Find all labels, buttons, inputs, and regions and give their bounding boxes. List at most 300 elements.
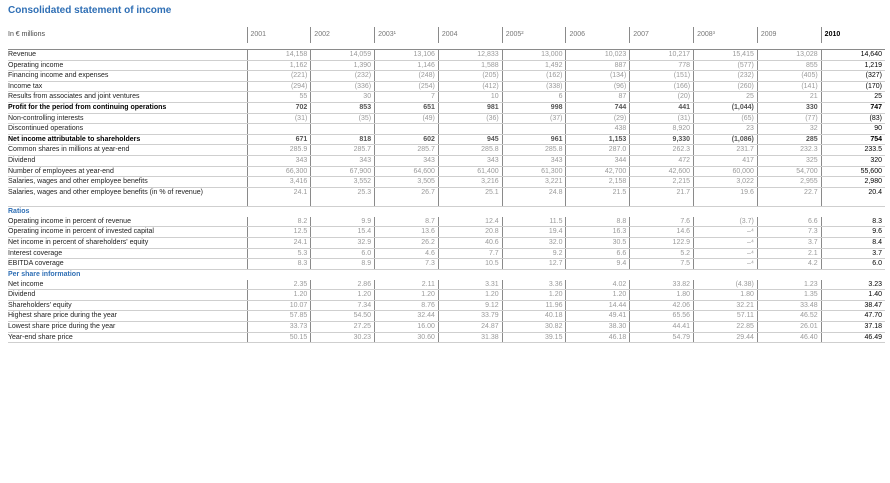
- cell-value: 7.7: [438, 248, 502, 259]
- cell-value: (336): [311, 81, 375, 92]
- cell-value: 24.1: [247, 187, 311, 206]
- cell-value: 21.7: [630, 187, 694, 206]
- cell-value: 3,221: [502, 177, 566, 188]
- cell-value: 855: [757, 60, 821, 71]
- cell-value: –⁴: [694, 227, 758, 238]
- year-header: 2002: [311, 27, 375, 43]
- cell-value: 3.23: [821, 280, 885, 290]
- cell-value: 8.3: [247, 259, 311, 270]
- cell-value: 2.1: [757, 248, 821, 259]
- table-row: [8, 177, 885, 188]
- cell-value: 30: [311, 92, 375, 103]
- cell-value: 25: [694, 92, 758, 103]
- cell-value: 13,106: [375, 50, 439, 61]
- cell-value: (166): [630, 81, 694, 92]
- table-row: [8, 290, 885, 301]
- cell-value: 49.41: [566, 311, 630, 322]
- cell-value: (29): [566, 113, 630, 124]
- cell-value: 1.20: [247, 290, 311, 301]
- cell-value: 46.18: [566, 332, 630, 343]
- cell-value: 10.07: [247, 300, 311, 311]
- cell-value: 61,300: [502, 166, 566, 177]
- table-row: [8, 259, 885, 270]
- cell-value: 12.5: [247, 227, 311, 238]
- table-row: [8, 113, 885, 124]
- cell-value: 285: [757, 134, 821, 145]
- cell-value: 14,640: [821, 50, 885, 61]
- cell-value: 8.4: [821, 237, 885, 248]
- cell-value: (4.38): [694, 280, 758, 290]
- cell-value: 24.8: [502, 187, 566, 206]
- cell-value: 24.87: [438, 322, 502, 333]
- cell-value: 285.8: [502, 145, 566, 156]
- cell-value: 1.80: [630, 290, 694, 301]
- cell-value: 651: [375, 102, 439, 113]
- cell-value: 27.25: [311, 322, 375, 333]
- cell-value: 14,158: [247, 50, 311, 61]
- cell-value: 57.85: [247, 311, 311, 322]
- table-row: [8, 92, 885, 103]
- cell-value: 4.6: [375, 248, 439, 259]
- cell-value: 15,415: [694, 50, 758, 61]
- table-row: [8, 332, 885, 343]
- table-row: [8, 81, 885, 92]
- cell-value: 853: [311, 102, 375, 113]
- cell-value: 39.15: [502, 332, 566, 343]
- cell-value: 11.5: [502, 217, 566, 227]
- cell-value: 22.7: [757, 187, 821, 206]
- cell-value: 14,059: [311, 50, 375, 61]
- cell-value: 1,219: [821, 60, 885, 71]
- cell-value: 744: [566, 102, 630, 113]
- table-row: [8, 134, 885, 145]
- cell-value: 42,600: [630, 166, 694, 177]
- cell-value: 14.44: [566, 300, 630, 311]
- cell-value: 32.21: [694, 300, 758, 311]
- cell-value: 26.7: [375, 187, 439, 206]
- cell-value: 12.4: [438, 217, 502, 227]
- row-label: Profit for the period from continuing operations: [8, 102, 247, 113]
- cell-value: 87: [566, 92, 630, 103]
- cell-value: (254): [375, 81, 439, 92]
- cell-value: 320: [821, 155, 885, 166]
- cell-value: 343: [438, 155, 502, 166]
- cell-value: 50.15: [247, 332, 311, 343]
- cell-value: 32: [757, 124, 821, 135]
- cell-value: 4.2: [757, 259, 821, 270]
- cell-value: 10,023: [566, 50, 630, 61]
- cell-value: 1,146: [375, 60, 439, 71]
- cell-value: (31): [247, 113, 311, 124]
- cell-value: (232): [311, 71, 375, 82]
- cell-value: (405): [757, 71, 821, 82]
- cell-value: 46.49: [821, 332, 885, 343]
- cell-value: 12.7: [502, 259, 566, 270]
- year-header: 2010: [821, 27, 885, 43]
- cell-value: (205): [438, 71, 502, 82]
- row-label: Dividend: [8, 290, 247, 301]
- cell-value: 11.96: [502, 300, 566, 311]
- row-label: Discontinued operations: [8, 124, 247, 135]
- cell-value: 25.1: [438, 187, 502, 206]
- year-header: 2005²: [502, 27, 566, 43]
- cell-value: 46.52: [757, 311, 821, 322]
- cell-value: 47.70: [821, 311, 885, 322]
- cell-value: 2.86: [311, 280, 375, 290]
- table-row: [8, 102, 885, 113]
- cell-value: 1.20: [566, 290, 630, 301]
- table-row: [8, 237, 885, 248]
- cell-value: 8,920: [630, 124, 694, 135]
- cell-value: 26.2: [375, 237, 439, 248]
- cell-value: (49): [375, 113, 439, 124]
- cell-value: 1,153: [566, 134, 630, 145]
- cell-value: 64,600: [375, 166, 439, 177]
- cell-value: 7.3: [375, 259, 439, 270]
- cell-value: 343: [375, 155, 439, 166]
- cell-value: 65.56: [630, 311, 694, 322]
- table-row: [8, 227, 885, 238]
- income-table: [8, 27, 885, 343]
- cell-value: (3.7): [694, 217, 758, 227]
- section-per-share: [8, 269, 885, 280]
- cell-value: 3.31: [438, 280, 502, 290]
- cell-value: [438, 124, 502, 135]
- table-row: [8, 187, 885, 206]
- cell-value: 233.5: [821, 145, 885, 156]
- row-label: Net income: [8, 280, 247, 290]
- cell-value: 3,022: [694, 177, 758, 188]
- cell-value: 8.76: [375, 300, 439, 311]
- cell-value: [247, 124, 311, 135]
- cell-value: [375, 124, 439, 135]
- cell-value: 285.8: [438, 145, 502, 156]
- table-row: [8, 155, 885, 166]
- cell-value: 57.11: [694, 311, 758, 322]
- row-label: Financing income and expenses: [8, 71, 247, 82]
- cell-value: 671: [247, 134, 311, 145]
- table-body: [8, 43, 885, 343]
- table-row: [8, 217, 885, 227]
- cell-value: 67,900: [311, 166, 375, 177]
- row-label: Revenue: [8, 50, 247, 61]
- cell-value: 32.0: [502, 237, 566, 248]
- cell-value: 9.12: [438, 300, 502, 311]
- cell-value: 15.4: [311, 227, 375, 238]
- cell-value: (162): [502, 71, 566, 82]
- cell-value: (37): [502, 113, 566, 124]
- cell-value: (577): [694, 60, 758, 71]
- cell-value: 13,028: [757, 50, 821, 61]
- cell-value: 3,552: [311, 177, 375, 188]
- cell-value: (151): [630, 71, 694, 82]
- cell-value: 19.6: [694, 187, 758, 206]
- cell-value: (260): [694, 81, 758, 92]
- cell-value: 21: [757, 92, 821, 103]
- row-label: Interest coverage: [8, 248, 247, 259]
- cell-value: 9,330: [630, 134, 694, 145]
- cell-value: (20): [630, 92, 694, 103]
- cell-value: 1,588: [438, 60, 502, 71]
- cell-value: 998: [502, 102, 566, 113]
- cell-value: (294): [247, 81, 311, 92]
- cell-value: 7: [375, 92, 439, 103]
- section-ratios: [8, 206, 885, 217]
- row-label: Highest share price during the year: [8, 311, 247, 322]
- row-label: Operating income in percent of invested capital: [8, 227, 247, 238]
- cell-value: 330: [757, 102, 821, 113]
- cell-value: 31.38: [438, 332, 502, 343]
- cell-value: (412): [438, 81, 502, 92]
- cell-value: 6.6: [566, 248, 630, 259]
- cell-value: (1,086): [694, 134, 758, 145]
- cell-value: 54.50: [311, 311, 375, 322]
- cell-value: 438: [566, 124, 630, 135]
- year-header: 2008³: [694, 27, 758, 43]
- cell-value: (77): [757, 113, 821, 124]
- cell-value: 231.7: [694, 145, 758, 156]
- cell-value: 1,162: [247, 60, 311, 71]
- table-row: [8, 311, 885, 322]
- cell-value: 3,505: [375, 177, 439, 188]
- cell-value: 702: [247, 102, 311, 113]
- cell-value: 2,158: [566, 177, 630, 188]
- table-row: [8, 248, 885, 259]
- cell-value: 1.20: [502, 290, 566, 301]
- cell-value: 1.20: [438, 290, 502, 301]
- cell-value: 285.7: [375, 145, 439, 156]
- cell-value: 23: [694, 124, 758, 135]
- cell-value: 44.41: [630, 322, 694, 333]
- cell-value: 1,492: [502, 60, 566, 71]
- cell-value: 21.5: [566, 187, 630, 206]
- cell-value: 12,833: [438, 50, 502, 61]
- row-label: Non-controlling interests: [8, 113, 247, 124]
- cell-value: 6: [502, 92, 566, 103]
- year-header: 2009: [757, 27, 821, 43]
- cell-value: 1.23: [757, 280, 821, 290]
- cell-value: (170): [821, 81, 885, 92]
- cell-value: 25: [821, 92, 885, 103]
- cell-value: 46.40: [757, 332, 821, 343]
- cell-value: –⁴: [694, 248, 758, 259]
- row-label: Operating income in percent of revenue: [8, 217, 247, 227]
- cell-value: 16.3: [566, 227, 630, 238]
- cell-value: (248): [375, 71, 439, 82]
- cell-value: 90: [821, 124, 885, 135]
- cell-value: 9.6: [821, 227, 885, 238]
- cell-value: 16.00: [375, 322, 439, 333]
- table-row: [8, 280, 885, 290]
- cell-value: 6.0: [311, 248, 375, 259]
- cell-value: 3,416: [247, 177, 311, 188]
- table-row: [8, 50, 885, 61]
- cell-value: 945: [438, 134, 502, 145]
- cell-value: 22.85: [694, 322, 758, 333]
- cell-value: 5.3: [247, 248, 311, 259]
- cell-value: 20.4: [821, 187, 885, 206]
- cell-value: 40.18: [502, 311, 566, 322]
- cell-value: 1.20: [375, 290, 439, 301]
- cell-value: 417: [694, 155, 758, 166]
- cell-value: 10: [438, 92, 502, 103]
- cell-value: 8.2: [247, 217, 311, 227]
- cell-value: 344: [566, 155, 630, 166]
- cell-value: 8.7: [375, 217, 439, 227]
- cell-value: (83): [821, 113, 885, 124]
- cell-value: 60,000: [694, 166, 758, 177]
- cell-value: 61,400: [438, 166, 502, 177]
- cell-value: 42,700: [566, 166, 630, 177]
- cell-value: (338): [502, 81, 566, 92]
- table-row: [8, 60, 885, 71]
- cell-value: 818: [311, 134, 375, 145]
- cell-value: 8.3: [821, 217, 885, 227]
- row-label: Operating income: [8, 60, 247, 71]
- cell-value: 9.4: [566, 259, 630, 270]
- cell-value: 7.34: [311, 300, 375, 311]
- table-row: [8, 124, 885, 135]
- cell-value: 602: [375, 134, 439, 145]
- cell-value: (141): [757, 81, 821, 92]
- cell-value: 8.9: [311, 259, 375, 270]
- cell-value: 1.40: [821, 290, 885, 301]
- row-label: Net income attributable to shareholders: [8, 134, 247, 145]
- cell-value: 3.36: [502, 280, 566, 290]
- cell-value: 325: [757, 155, 821, 166]
- section-title: Per share information: [8, 270, 81, 278]
- cell-value: 40.6: [438, 237, 502, 248]
- cell-value: 343: [502, 155, 566, 166]
- row-label: Net income in percent of shareholders' equity: [8, 237, 247, 248]
- cell-value: 6.6: [757, 217, 821, 227]
- cell-value: 1.35: [757, 290, 821, 301]
- cell-value: 38.47: [821, 300, 885, 311]
- cell-value: [502, 124, 566, 135]
- table-row: [8, 166, 885, 177]
- cell-value: 33.79: [438, 311, 502, 322]
- cell-value: 10.5: [438, 259, 502, 270]
- table-row: [8, 145, 885, 156]
- row-label: Salaries, wages and other employee benefits: [8, 177, 247, 188]
- row-label: EBITDA coverage: [8, 259, 247, 270]
- year-header: 2007: [630, 27, 694, 43]
- header-row: [8, 27, 885, 43]
- row-label: Common shares in millions at year-end: [8, 145, 247, 156]
- cell-value: [311, 124, 375, 135]
- row-label: Dividend: [8, 155, 247, 166]
- cell-value: 2,980: [821, 177, 885, 188]
- row-label: Salaries, wages and other employee benefits (in % of revenue): [8, 187, 247, 206]
- cell-value: 54.79: [630, 332, 694, 343]
- cell-value: 19.4: [502, 227, 566, 238]
- cell-value: 747: [821, 102, 885, 113]
- cell-value: 9.2: [502, 248, 566, 259]
- cell-value: 66,300: [247, 166, 311, 177]
- cell-value: 7.3: [757, 227, 821, 238]
- year-header: 2001: [247, 27, 311, 43]
- cell-value: 961: [502, 134, 566, 145]
- cell-value: 3.7: [757, 237, 821, 248]
- cell-value: 32.44: [375, 311, 439, 322]
- cell-value: 13.6: [375, 227, 439, 238]
- cell-value: 2,215: [630, 177, 694, 188]
- row-label: Number of employees at year-end: [8, 166, 247, 177]
- cell-value: 13,000: [502, 50, 566, 61]
- cell-value: 778: [630, 60, 694, 71]
- cell-value: 30.5: [566, 237, 630, 248]
- cell-value: 6.0: [821, 259, 885, 270]
- cell-value: 4.02: [566, 280, 630, 290]
- cell-value: 30.23: [311, 332, 375, 343]
- row-label: Lowest share price during the year: [8, 322, 247, 333]
- cell-value: 55,600: [821, 166, 885, 177]
- cell-value: 14.6: [630, 227, 694, 238]
- cell-value: 1.20: [311, 290, 375, 301]
- cell-value: 8.8: [566, 217, 630, 227]
- cell-value: 343: [311, 155, 375, 166]
- row-label: Shareholders' equity: [8, 300, 247, 311]
- cell-value: 9.9: [311, 217, 375, 227]
- cell-value: 32.9: [311, 237, 375, 248]
- cell-value: 37.18: [821, 322, 885, 333]
- cell-value: 472: [630, 155, 694, 166]
- cell-value: (36): [438, 113, 502, 124]
- cell-value: 30.82: [502, 322, 566, 333]
- table-row: [8, 300, 885, 311]
- cell-value: 7.5: [630, 259, 694, 270]
- cell-value: 2,955: [757, 177, 821, 188]
- cell-value: 2.35: [247, 280, 311, 290]
- cell-value: 33.48: [757, 300, 821, 311]
- cell-value: 25.3: [311, 187, 375, 206]
- cell-value: (1,044): [694, 102, 758, 113]
- cell-value: 343: [247, 155, 311, 166]
- row-label: Income tax: [8, 81, 247, 92]
- cell-value: 285.7: [311, 145, 375, 156]
- cell-value: 1,390: [311, 60, 375, 71]
- cell-value: 10,217: [630, 50, 694, 61]
- cell-value: 55: [247, 92, 311, 103]
- cell-value: 29.44: [694, 332, 758, 343]
- table-row: [8, 322, 885, 333]
- cell-value: 33.82: [630, 280, 694, 290]
- cell-value: 2.11: [375, 280, 439, 290]
- cell-value: 42.06: [630, 300, 694, 311]
- cell-value: 33.73: [247, 322, 311, 333]
- cell-value: (65): [694, 113, 758, 124]
- cell-value: 38.30: [566, 322, 630, 333]
- cell-value: 287.0: [566, 145, 630, 156]
- unit-label: In € millions: [8, 31, 45, 38]
- year-header: 2004: [438, 27, 502, 43]
- cell-value: (232): [694, 71, 758, 82]
- cell-value: 1.80: [694, 290, 758, 301]
- cell-value: 20.8: [438, 227, 502, 238]
- row-label: Results from associates and joint ventures: [8, 92, 247, 103]
- table-row: [8, 71, 885, 82]
- cell-value: 232.3: [757, 145, 821, 156]
- cell-value: (96): [566, 81, 630, 92]
- cell-value: 30.60: [375, 332, 439, 343]
- cell-value: 7.6: [630, 217, 694, 227]
- cell-value: (134): [566, 71, 630, 82]
- cell-value: 754: [821, 134, 885, 145]
- cell-value: 981: [438, 102, 502, 113]
- year-header: 2006: [566, 27, 630, 43]
- cell-value: 26.01: [757, 322, 821, 333]
- cell-value: 441: [630, 102, 694, 113]
